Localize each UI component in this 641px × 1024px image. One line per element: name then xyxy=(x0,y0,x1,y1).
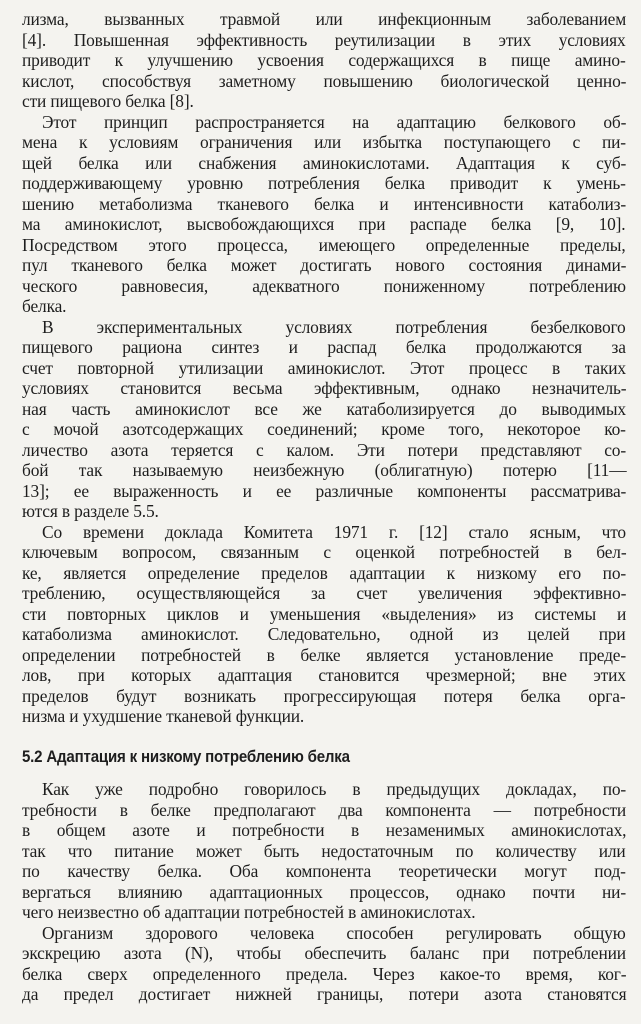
text-line: да предел достигает нижней границы, потери азота становятся xyxy=(22,984,627,1004)
section-heading: 5.2 Адаптация к низкому потреблению белка xyxy=(22,747,350,766)
paragraph-organism xyxy=(22,923,626,1005)
paragraph-requirements xyxy=(22,779,626,923)
paragraph-committee xyxy=(22,522,626,727)
text-line: так что питание может быть недостаточным по количеству или xyxy=(22,840,626,861)
text-line: сти пищевого белка [8]. xyxy=(22,91,194,111)
text-line: щей белка или снабжения аминокислотами. Адаптация к суб- xyxy=(22,152,627,173)
text-line: ма аминокислот, высвобождающихся при распаде белка [9, 10]. xyxy=(22,214,626,234)
text-line: ная часть аминокислот все же катаболизируется до выводимых xyxy=(22,398,626,419)
paragraph-experimental xyxy=(22,317,626,522)
text-line: ке, является определение пределов адаптации к низкому его по- xyxy=(22,562,627,583)
text-line: катаболизма аминокислот. Следовательно, одной из целей при xyxy=(22,624,626,644)
text-line: ключевым вопросом, связанным с оценкой потребностей в бел- xyxy=(22,542,627,562)
body-text-after-heading xyxy=(22,779,626,1005)
text-line: Организм здорового человека способен регулировать общую xyxy=(42,922,626,943)
text-line: поддерживающему уровню потребления белка приводит к умень- xyxy=(22,173,626,193)
document-page xyxy=(22,9,626,1005)
text-line: требности в белке предполагают два компонента — потребности xyxy=(22,799,627,820)
text-line: пищевого рациона синтез и распад белка продолжаются за xyxy=(22,337,626,357)
text-line: ческого равновесия, адекватного пониженному потреблению xyxy=(22,275,626,296)
text-line: приводит к улучшению усвоения содержащихся в пище амино- xyxy=(22,50,626,70)
text-line: Посредством этого процесса, имеющего определенные пределы, xyxy=(22,234,626,255)
text-line: сти повторных циклов и уменьшения «выделения» из системы и xyxy=(22,603,627,624)
text-line: условиях становится весьма эффективным, однако незначитель- xyxy=(22,378,627,398)
text-line: ются в разделе 5.5. xyxy=(22,501,159,521)
text-line: шению метаболизма тканевого белка и интенсивности катаболиз- xyxy=(22,193,627,214)
text-line: экскрецию азота (N), чтобы обеспечить баланс при потреблении xyxy=(22,943,626,963)
text-line: чего неизвестно об адаптации потребностей в аминокислотах. xyxy=(22,902,476,922)
paragraph-continuation xyxy=(22,9,626,112)
text-line: В экспериментальных условиях потребления безбелкового xyxy=(42,316,626,337)
text-line: Этот принцип распространяется на адаптацию белкового об- xyxy=(42,111,627,132)
text-line: низма и ухудшение тканевой функции. xyxy=(22,706,305,726)
text-line: пределов будут возникать прогрессирующая потеря белка орга- xyxy=(22,685,626,706)
text-line: Как уже подробно говорилось в предыдущих докладах, по- xyxy=(42,779,627,799)
text-line: белка. xyxy=(22,296,67,316)
text-line: по качеству белка. Оба компонента теоретически могут под- xyxy=(22,861,626,881)
text-line: определении потребностей в белке является установление преде- xyxy=(22,644,627,665)
text-line: личество азота теряется с калом. Эти потери представляют со- xyxy=(22,439,626,460)
text-line: кислот, способствуя заметному повышению биологической ценно- xyxy=(22,70,627,91)
text-line: лов, при которых адаптация становится чрезмерной; вне этих xyxy=(22,665,626,685)
text-line: пул тканевого белка может достигать нового состояния динами- xyxy=(22,255,627,275)
text-line: 13]; ее выраженность и ее различные компоненты рассматрива- xyxy=(22,480,627,501)
text-line: в общем азоте и потребности в незаменимых аминокислотах, xyxy=(22,820,627,840)
text-line: лизма, вызванных травмой или инфекционным заболеванием xyxy=(22,9,627,29)
paragraph-principle xyxy=(22,112,626,317)
text-line: белка сверх определенного предела. Через какое-то время, ког- xyxy=(22,963,627,984)
text-line: с мочой азотсодержащих соединений; кроме того, некоторое ко- xyxy=(22,419,626,439)
body-text-before-heading xyxy=(22,9,626,727)
text-line: бой так называемую неизбежную (облигатную) потерю [11— xyxy=(22,460,627,480)
text-line: вергаться влиянию адаптационных процессов, однако почти ни- xyxy=(22,881,626,902)
text-line: счет повторной утилизации аминокислот. Этот процесс в таких xyxy=(22,357,626,378)
text-line: [4]. Повышенная эффективность реутилизации в этих условиях xyxy=(22,29,626,50)
text-line: Со времени доклада Комитета 1971 г. [12] стало ясным, что xyxy=(42,521,626,542)
text-line: мена к условиям ограничения или избытка поступающего с пи- xyxy=(22,132,626,152)
text-line: треблению, осуществляющейся за счет увеличения эффективно- xyxy=(22,583,627,603)
